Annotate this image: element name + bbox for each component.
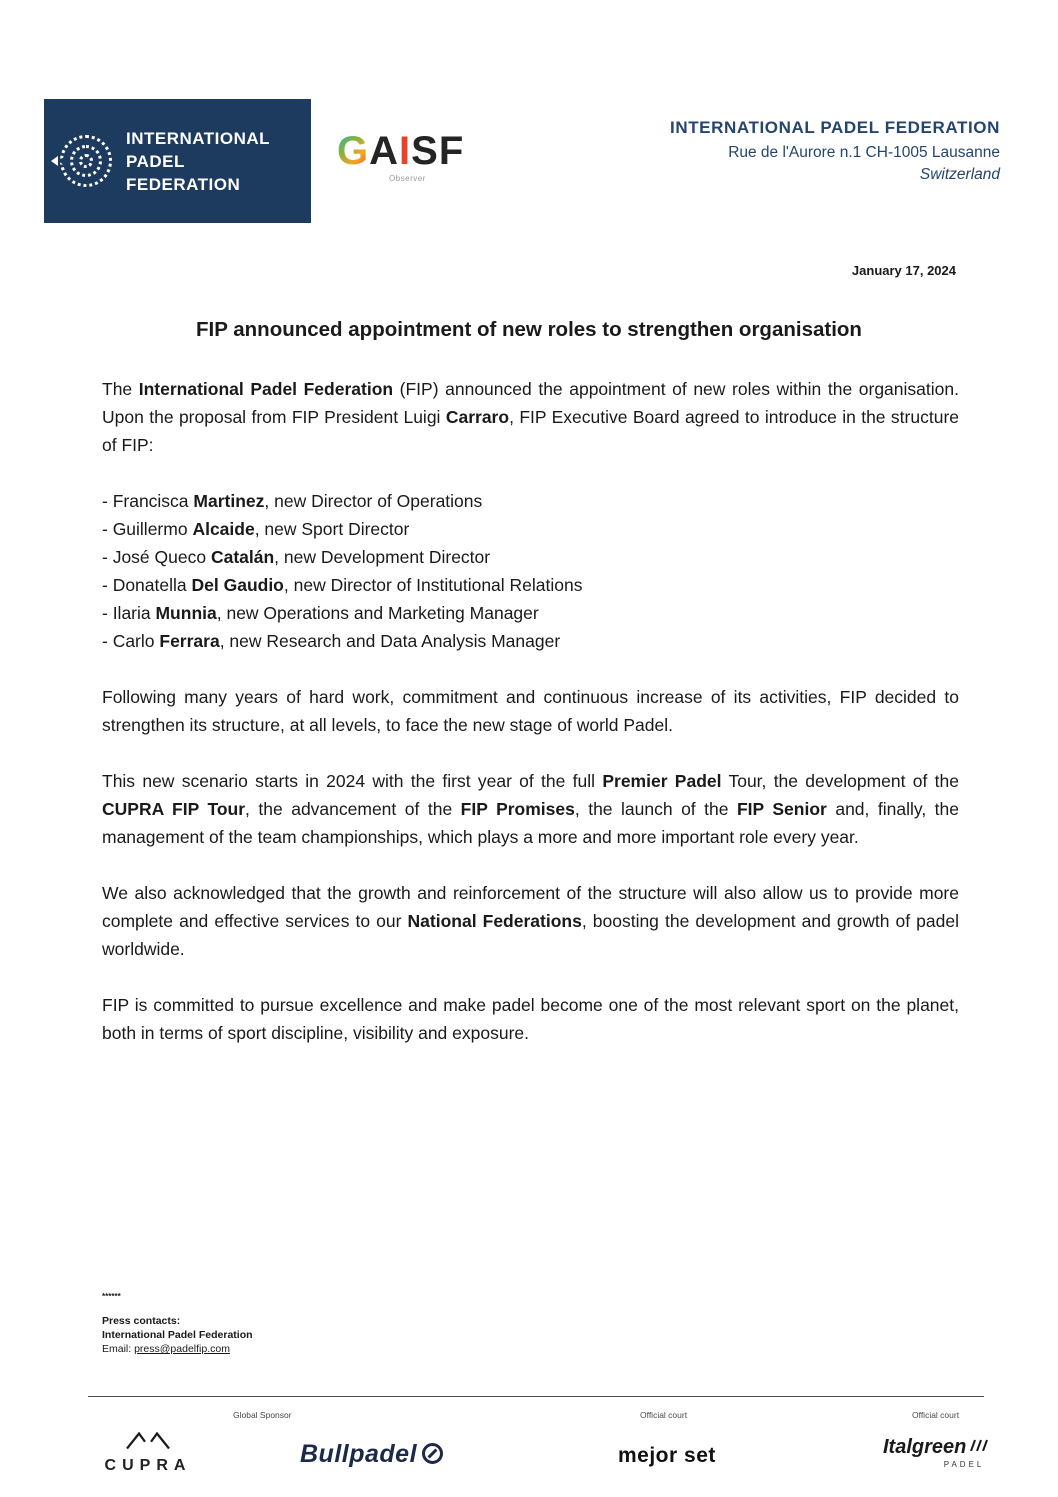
gaisf-letter-i: I bbox=[399, 129, 412, 173]
ipf-dotted-ball-icon bbox=[60, 135, 112, 187]
gaisf-logo bbox=[337, 130, 464, 183]
italgreen-sub-label: PADEL bbox=[943, 1460, 985, 1469]
ipf-logo-line3: FEDERATION bbox=[126, 174, 241, 194]
footer-divider bbox=[88, 1396, 984, 1397]
role-item: - Carlo Ferrara, new Research and Data Analysis Manager bbox=[102, 631, 561, 651]
bullpadel-wordmark: Bullpadel bbox=[300, 1440, 418, 1468]
ipf-logo-block bbox=[44, 99, 311, 223]
gaisf-wordmark bbox=[337, 130, 464, 172]
cupra-emblem-icon bbox=[124, 1432, 172, 1450]
gaisf-letter-g: G bbox=[337, 129, 370, 173]
bullpadel-logo bbox=[300, 1440, 443, 1469]
gaisf-letter-f: F bbox=[438, 129, 465, 173]
role-item: - Guillermo Alcaide, new Sport Director bbox=[102, 519, 410, 539]
paragraph-structure: Following many years of hard work, commitment and continuous increase of its activities, FIP decided to strengthen its structure, at all levels, to face the new stage of world Padel. bbox=[102, 687, 959, 735]
role-item: - Francisca Martinez, new Director of Operations bbox=[102, 491, 483, 511]
role-item: - Donatella Del Gaudio, new Director of Institutional Relations bbox=[102, 575, 583, 595]
press-contacts-label: Press contacts: bbox=[102, 1315, 181, 1327]
ipf-logo-arrow-icon bbox=[51, 156, 58, 166]
italgreen-logo bbox=[883, 1436, 988, 1469]
role-item: - Ilaria Munnia, new Operations and Marketing Manager bbox=[102, 603, 539, 623]
org-country: Switzerland bbox=[919, 166, 1000, 183]
cupra-logo bbox=[100, 1432, 196, 1475]
gaisf-observer-label: Observer bbox=[389, 174, 426, 183]
email-line bbox=[102, 1342, 253, 1356]
italgreen-wordmark bbox=[883, 1436, 988, 1459]
document-body bbox=[102, 375, 959, 1075]
ipf-logo-wordmark bbox=[126, 127, 270, 196]
bullpadel-emblem-icon bbox=[422, 1443, 443, 1464]
org-address bbox=[670, 118, 1000, 184]
org-street: Rue de l'Aurore n.1 CH-1005 Lausanne bbox=[728, 144, 1000, 161]
sponsor-label-global: Global Sponsor bbox=[233, 1410, 292, 1420]
press-contacts-org: International Padel Federation bbox=[102, 1329, 253, 1341]
roles-list bbox=[102, 487, 959, 655]
email-label: Email: bbox=[102, 1343, 135, 1355]
document-date: January 17, 2024 bbox=[851, 263, 956, 278]
gaisf-letter-s: S bbox=[411, 129, 439, 173]
paragraph-intro: The International Padel Federation (FIP) announced the appointment of new roles within the organisation. Upon the proposal from FIP President Luigi Carraro, FIP Executive Board agreed to introduce in the structure of FIP: bbox=[102, 379, 959, 455]
press-contacts bbox=[102, 1290, 253, 1356]
email-link[interactable]: press@padelfip.com bbox=[134, 1343, 230, 1355]
cupra-wordmark: CUPRA bbox=[104, 1457, 192, 1474]
paragraph-commitment: FIP is committed to pursue excellence and make padel become one of the most relevant sport on the planet, both in terms of sport discipline, visibility and exposure. bbox=[102, 995, 959, 1043]
separator-stars: ****** bbox=[102, 1292, 121, 1301]
ipf-logo-line1: INTERNATIONAL bbox=[126, 128, 271, 148]
paragraph-scenario: This new scenario starts in 2024 with the first year of the full Premier Padel Tour, the development of the CUPRA FIP Tour, the advancement of the FIP Promises, the launch of the FIP Senior and, finally, the management of the team championships, which plays a more and more important role every year. bbox=[102, 771, 960, 847]
document-title: FIP announced appointment of new roles to strengthen organisation bbox=[196, 318, 862, 341]
mejorset-logo: mejor set bbox=[618, 1444, 716, 1467]
org-name: INTERNATIONAL PADEL FEDERATION bbox=[670, 118, 1000, 137]
ipf-logo-line2: PADEL bbox=[126, 151, 185, 171]
gaisf-letter-a: A bbox=[369, 129, 400, 173]
italgreen-text: Italgreen bbox=[883, 1436, 967, 1458]
paragraph-federations: We also acknowledged that the growth and reinforcement of the structure will also allow us to provide more complete and effective services to our National Federations, boosting the development and growth of padel worldwide. bbox=[102, 883, 959, 959]
ipf-logo-notch bbox=[58, 153, 70, 169]
role-item: - José Queco Catalán, new Development Director bbox=[102, 547, 491, 567]
italgreen-grass-icon bbox=[968, 1439, 988, 1451]
sponsor-label-court-2: Official court bbox=[912, 1410, 960, 1420]
sponsor-label-court-1: Official court bbox=[640, 1410, 688, 1420]
